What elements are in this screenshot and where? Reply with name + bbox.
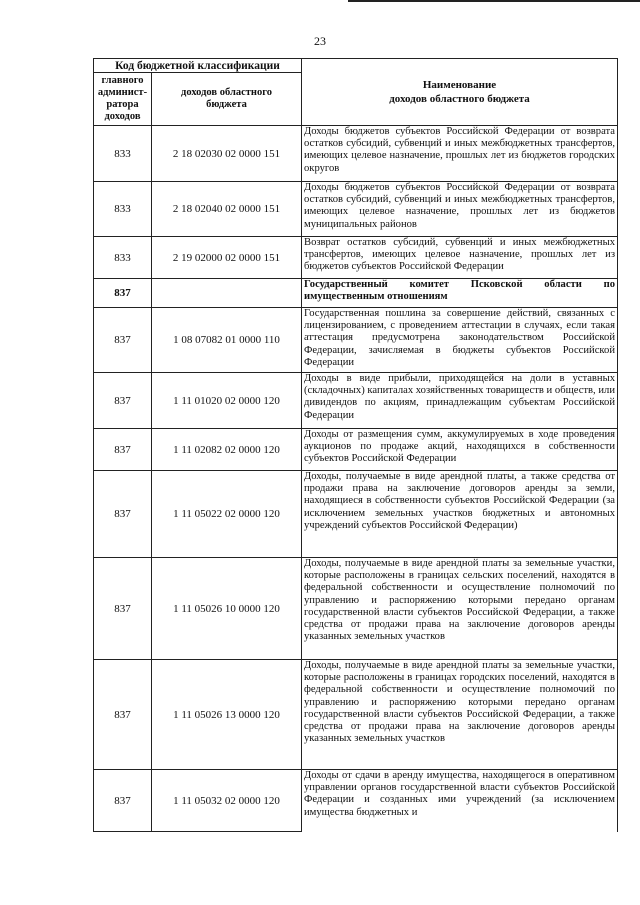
page-number: 23 [314,34,326,48]
revenue-code: 1 11 05026 13 0000 120 [152,660,302,770]
header-admin-line-2: админист- [97,87,148,98]
header-budget-classification: Код бюджетной классификации [94,59,302,73]
table-row [94,126,618,182]
header-revenue-name [302,59,618,126]
admin-code: 833 [94,126,152,182]
header-name-line-1: Наименование [422,79,497,91]
revenue-name: Доходы, получаемые в виде арендной платы, а также средства от продажи права на заключение договоров аренды за земли, находящиеся в собственности субъектов Российской Федерации (за исключением земельных участков бюджетных и автономных учреждений субъектов Российской Федерации) [302,471,618,558]
admin-code: 837 [94,471,152,558]
admin-code: 837 [94,558,152,660]
revenue-code [152,279,302,308]
header-admin-line-3: ратора [106,99,139,110]
revenue-code: 2 18 02040 02 0000 151 [152,182,302,237]
header-admin-line-4: доходов [104,111,141,122]
table-row [94,558,618,660]
table-row [94,770,618,832]
table-row [94,373,618,429]
admin-code: 837 [94,308,152,373]
header-chief-administrator [94,73,152,126]
department-name: Государственный комитет Псковской области по имущественным отношениям [302,279,618,308]
revenue-code: 1 08 07082 01 0000 110 [152,308,302,373]
table-row [94,308,618,373]
revenue-name: Возврат остатков субсидий, субвенций и иных межбюджетных трансфертов, имеющих целевое назначение, прошлых лет из бюджетов субъектов Российской Федерации [302,237,618,279]
revenue-name: Государственная пошлина за совершение действий, связанных с лицензированием, с проведением аттестации в случаях, если такая аттестация предусмотрена законодательством Российской Федерации, зачисляемая в бюджеты субъектов Российской Федерации [302,308,618,373]
revenue-code: 1 11 01020 02 0000 120 [152,373,302,429]
department-row [94,279,618,308]
revenue-name: Доходы, получаемые в виде арендной платы за земельные участки, которые расположены в границах сельских поселений, находятся в федеральной собственности и осуществление полномочий по управлению и распоряжению которыми передано органам государственной власти субъектов Российской Федерации, а также средства от продажи права на заключение договоров аренды указанных земельных участков [302,558,618,660]
revenue-name: Доходы бюджетов субъектов Российской Федерации от возврата остатков субсидий, субвенций и иных межбюджетных трансфертов, имеющих целевое назначение, прошлых лет из бюджетов муниципальных районов [302,182,618,237]
table-row [94,471,618,558]
revenue-code: 1 11 05022 02 0000 120 [152,471,302,558]
admin-code: 837 [94,770,152,832]
table-row [94,182,618,237]
admin-code: 837 [94,660,152,770]
top-edge-line [348,0,640,2]
table-row [94,237,618,279]
table-row [94,660,618,770]
revenue-code: 1 11 05026 10 0000 120 [152,558,302,660]
revenue-name: Доходы от сдачи в аренду имущества, находящегося в оперативном управлении органов государственной власти субъектов Российской Федерации и созданных ими учреждений (за исключением имущества бюджетных и [302,770,618,832]
revenue-name: Доходы, получаемые в виде арендной платы за земельные участки, которые расположены в границах городских поселений, находятся в федеральной собственности и осуществление полномочий по управлению и распоряжению которыми передано органам государственной власти субъектов Российской Федерации, а также средства от продажи права на заключение договоров аренды указанных земельных участков [302,660,618,770]
header-revenue-code [152,73,302,126]
header-code-line-2: бюджета [206,99,247,110]
revenue-name: Доходы от размещения сумм, аккумулируемых в ходе проведения аукционов по продаже акций, находящихся в собственности субъектов Российской Федерации [302,429,618,471]
admin-code: 837 [94,429,152,471]
header-code-line-1: доходов областного [181,87,272,98]
header-admin-line-1: главного [101,75,144,86]
revenue-code: 1 11 05032 02 0000 120 [152,770,302,832]
header-name-line-2: доходов областного бюджета [389,93,530,105]
admin-code: 837 [94,279,152,308]
budget-classification-table [93,58,618,832]
revenue-code: 2 19 02000 02 0000 151 [152,237,302,279]
revenue-code: 2 18 02030 02 0000 151 [152,126,302,182]
admin-code: 833 [94,182,152,237]
table-row [94,429,618,471]
admin-code: 833 [94,237,152,279]
revenue-name: Доходы в виде прибыли, приходящейся на доли в уставных (складочных) капиталах хозяйственных товариществ и обществ, или дивидендов по акциям, принадлежащим субъектам Российской Федерации [302,373,618,429]
revenue-code: 1 11 02082 02 0000 120 [152,429,302,471]
admin-code: 837 [94,373,152,429]
header-row-group [94,59,618,73]
revenue-name: Доходы бюджетов субъектов Российской Федерации от возврата остатков субсидий, субвенций и иных межбюджетных трансфертов, имеющих целевое назначение, прошлых лет из бюджетов городских округов [302,126,618,182]
